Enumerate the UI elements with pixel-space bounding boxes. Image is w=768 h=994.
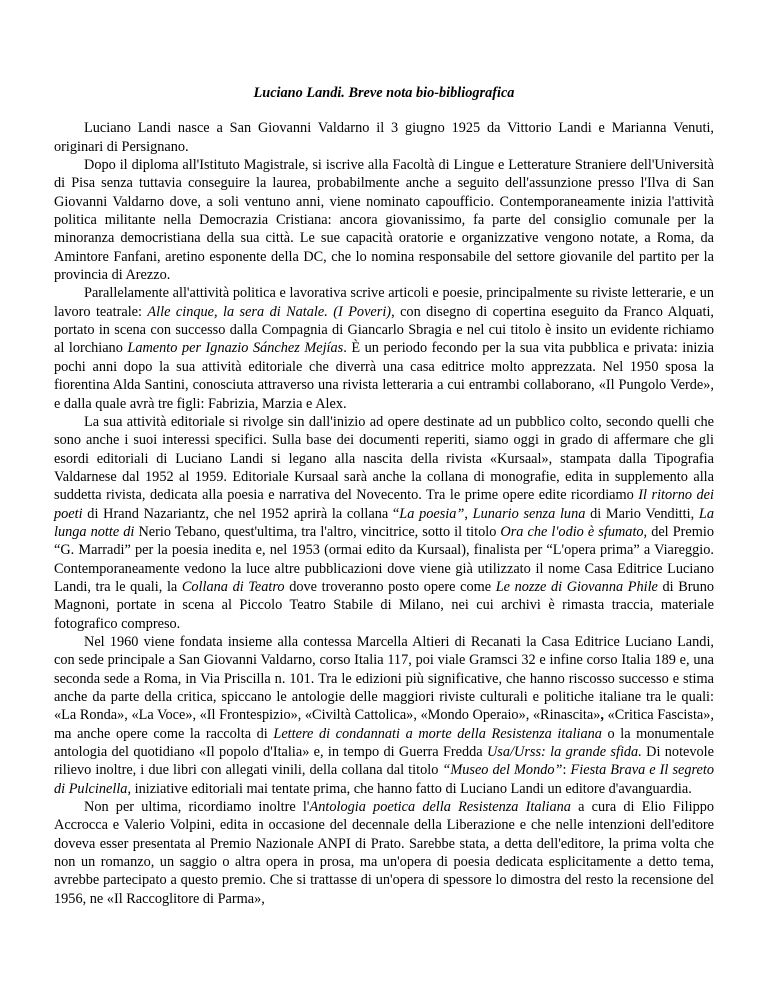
text-run: di Hrand Nazariantz, che nel 1952 aprirà la collana “ [82, 505, 400, 522]
text-run: a cura di Elio Filippo Accrocca e Valerio Volpini, edita in occasione del decennale della Liberazione e che nelle intenzioni dell'editore doveva esser presentata al Premio Nazionale ANPI di Prato. Sarebbe stata, a detta dell'editore, la prima volta che non un romanzo, un saggio o altra opera in prosa, ma un'opera di poesia dedicata esplicitamente a detto tema, avrebbe partecipato a questo premio. Che si trattasse di un'opera di spessore lo dimostra del resto la recensione del 1956, ne «Il Raccoglitore di Parma», [54, 799, 715, 907]
paragraph-3 [54, 284, 714, 412]
text-run: , [464, 505, 473, 522]
text-run: del Premio “G. Marradi” per la poesia inedita e, nel 1953 (ormai edito da Kursaal), finalista per “L'opera prima” a Viareggio. Contemporaneamente vedono la luce altre pubblicazioni dove viene già utilizzato il nome Casa Editrice Luciano Landi, tra le quali, la [54, 523, 715, 595]
italic-text: Lettere di condannati a morte della Resistenza italiana [273, 725, 602, 742]
text-run: ma anche opere come la raccolta di [54, 725, 274, 742]
text-run: Parallelamente all'attività politica e lavorativa scrive articoli e poesie, principalmente su riviste letterarie, e un lavoro teatrale: [54, 285, 714, 320]
italic-text: Il ritorno dei poeti [54, 487, 714, 522]
italic-text: La lunga notte di [54, 505, 714, 540]
bold-text: , [600, 707, 604, 724]
italic-text: Le nozze di Giovanna Phile [495, 578, 658, 595]
text-run: di Bruno Magnoni, portate in scena al Piccolo Teatro Stabile di Milano, nei cui archivi è rimasta traccia, materiale fotografico compreso. [54, 578, 714, 632]
paragraph-6 [54, 798, 714, 908]
italic-text: “Museo del Mondo” [442, 762, 563, 779]
text-run: o la monumentale antologia del quotidiano «Il popolo d'Italia» e, in tempo di Guerra Fredda [54, 725, 714, 761]
document-title: Luciano Landi. Breve nota bio-bibliografica [253, 85, 515, 101]
paragraph-4 [54, 413, 714, 633]
text-run: La sua attività editoriale si rivolge sin dall'inizio ad opere destinate ad un pubblico colto, secondo quelli che sono anche i suoi interessi specifici. Sulla base dei documenti reperiti, siamo oggi in grado di affermare che gli esordi editoriali di Luciano Landi si legano alla nascita della rivista «Kursaal», stampata dalla Tipografia Valdarnese dal 1952 al 1959. Editoriale Kursaal sarà anche la collana di monografie, edita in supplemento alla suddetta rivista, dedicata alla poesia e narrativa del Novecento. Tra le prime opere edite ricordiamo [54, 413, 714, 504]
italic-text: Alle cinque, la sera di Natale. (I Poveri) [147, 303, 392, 320]
text-run: Di notevole rilievo inoltre, i due libri con allegati vinili, della collana dal titolo [54, 744, 714, 779]
text-run: Dopo il diploma all'Istituto Magistrale, si iscrive alla Facoltà di Lingue e Letterature Straniere dell'Università di Pisa senza tuttavia conseguire la laurea, probabilmente anche a seguito dell'assunzione presso l'Ilva di San Giovanni Valdarno dove, a soli ventuno anni, viene nominato capoufficio. Contemporaneamente inizia l'attività politica militante nella Democrazia Cristiana: ancora giovanissimo, fa parte del consiglio comunale per la minoranza democristiana della sua città. Le sue capacità oratorie e organizzative vengono notate, a Roma, da Amintore Fanfani, aretino esponente della DC, che lo nomina responsabile del settore giovanile del partito per la provincia di Arezzo. [54, 157, 714, 284]
text-run: «Critica Fascista» [603, 707, 711, 724]
italic-text: Collana di Teatro [181, 578, 285, 595]
text-run: . È un periodo fecondo per la sua vita pubblica e privata: inizia pochi anni dopo la sua attività editoriale che diverrà una casa editrice molto apprezzata. Nel 1950 sposa la fiorentina Alda Santini, conosciuta attraverso una rivista letteraria a cui entrambi collaborano, «Il Pungolo Verde», e dalla quale avrà tre figli: Fabrizia, Marzia e Alex. [54, 340, 714, 412]
italic-text: Lunario senza luna [472, 505, 586, 522]
paragraph-5 [54, 633, 714, 798]
paragraph-1 [54, 119, 714, 156]
italic-text: Antologia poetica della Resistenza Italiana [309, 799, 571, 816]
text-run: Nel 1960 viene fondata insieme alla contessa Marcella Altieri di Recanati la Casa Editrice Luciano Landi, con sede principale a San Giovanni Valdarno, corso Italia 117, poi viale Gramsci 32 e infine corso Italia 189 e, una seconda sede a Roma, in Via Priscilla n. 101. Tra le edizioni più significative, che hanno riscosso successo e stima anche da parte della critica, spiccano le antologie delle maggiori riviste culturali e politiche italiane tra le quali: «La Ronda», «La Voce», «Il Frontespizio», «Civiltà Cattolica», «Mondo Operaio», «Rinascita» [54, 633, 714, 724]
italic-text: , [710, 707, 714, 724]
italic-text: Usa/Urss: la grande sfida. [486, 744, 642, 761]
text-run: : [562, 762, 571, 779]
text-run: Non per ultima, ricordiamo inoltre l' [84, 799, 310, 816]
italic-text: La poesia” [399, 505, 465, 522]
text-run: , con disegno di copertina eseguito da Franco Alquati, portato in scena con successo dalla Compagnia di Giancarlo Sbragia e nel cui titolo è insito un evidente richiamo al lorchiano [54, 303, 714, 357]
text-run: dove troveranno posto opere come [284, 578, 496, 595]
italic-text: Ora che l'odio è sfumato, [500, 523, 648, 540]
text-run: Luciano Landi nasce a San Giovanni Valdarno il 3 giugno 1925 da Vittorio Landi e Marianna Venuti, originari di Persignano. [54, 120, 714, 155]
text-run: di Mario Venditti, [585, 505, 699, 522]
italic-text: Lamento per Ignazio Sánchez Mejías [127, 340, 344, 357]
text-run: , iniziative editoriali mai tentate prima, che hanno fatto di Luciano Landi un editore d'avanguardia. [127, 780, 692, 797]
paragraph-2 [54, 156, 714, 284]
italic-text: Fiesta Brava e Il segreto di Pulcinella [54, 762, 715, 797]
text-run: Nerio Tebano, quest'ultima, tra l'altro, vincitrice, sotto il titolo [134, 523, 501, 540]
document-body [54, 119, 714, 908]
